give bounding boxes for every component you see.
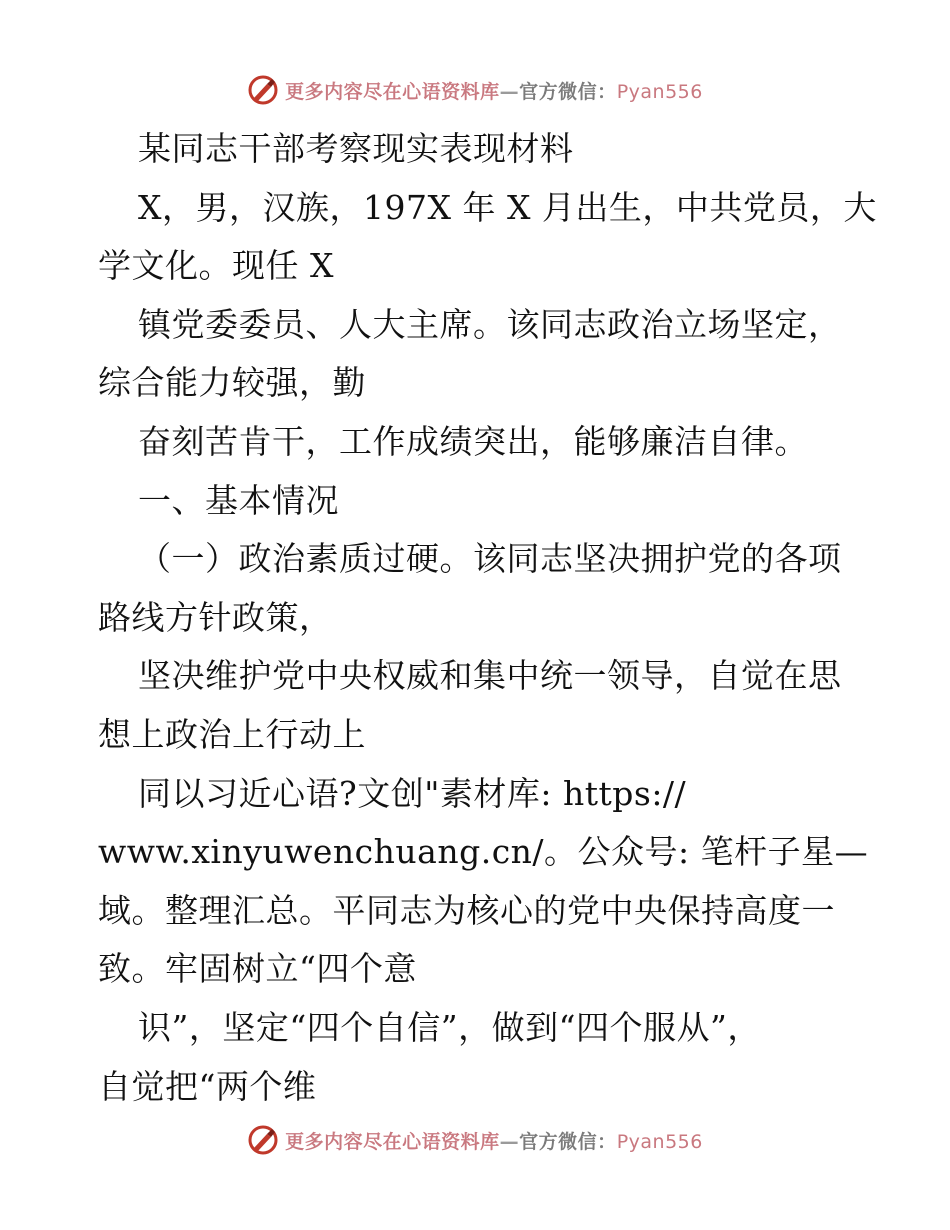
text-line: 域。整理汇总。平同志为核心的党中央保持高度一: [98, 890, 835, 930]
text-line: 镇党委委员、人大主席。该同志政治立场坚定，: [138, 304, 842, 344]
text-line: X，男，汉族，197X 年 X 月出生，中共党员，大: [138, 187, 877, 227]
document-body: [98, 120, 877, 1116]
text-line: 自觉把“两个维: [98, 1066, 317, 1106]
text-line: 学文化。现任 X: [98, 246, 334, 286]
text-line: 综合能力较强，勤: [98, 363, 366, 403]
watermark-brand: 更多内容尽在心语资料库: [285, 1130, 500, 1153]
watermark-text: [285, 1127, 703, 1154]
watermark-dash: —: [499, 80, 520, 103]
text-line: 同以习近心语?文创"素材库: https://: [138, 773, 687, 813]
text-line: 路线方针政策，: [98, 597, 333, 637]
watermark-content: [247, 1124, 703, 1156]
text-line: 坚决维护党中央权威和集中统一领导，自觉在思: [138, 656, 842, 696]
watermark-brand: 更多内容尽在心语资料库: [285, 80, 500, 103]
text-line: 识”，坚定“四个自信”，做到“四个服从”，: [138, 1007, 761, 1047]
text-line: （一）政治素质过硬。该同志坚决拥护党的各项: [138, 539, 842, 579]
text-line: www.xinyuwenchuang.cn/。公众号: 笔杆子星—: [98, 832, 869, 872]
watermark-official: 官方微信：: [519, 80, 617, 103]
watermark-content: [247, 74, 703, 106]
document-title: 某同志干部考察现实表现材料: [138, 129, 574, 168]
pen-logo-icon: [247, 74, 279, 106]
section-heading: 一、基本情况: [138, 480, 339, 520]
watermark-account: Pyan556: [616, 1130, 703, 1153]
watermark-official: 官方微信：: [519, 1130, 617, 1153]
watermark-text: [285, 77, 703, 104]
text-line: 致。牢固树立“四个意: [98, 949, 417, 989]
watermark-dash: —: [499, 1130, 520, 1153]
pen-logo-icon: [247, 1124, 279, 1156]
text-line: 想上政治上行动上: [98, 714, 366, 754]
watermark-banner-bottom: [0, 1120, 950, 1160]
watermark-account: Pyan556: [616, 80, 703, 103]
watermark-banner-top: [0, 70, 950, 110]
text-line: 奋刻苦肯干，工作成绩突出，能够廉洁自律。: [138, 421, 808, 461]
